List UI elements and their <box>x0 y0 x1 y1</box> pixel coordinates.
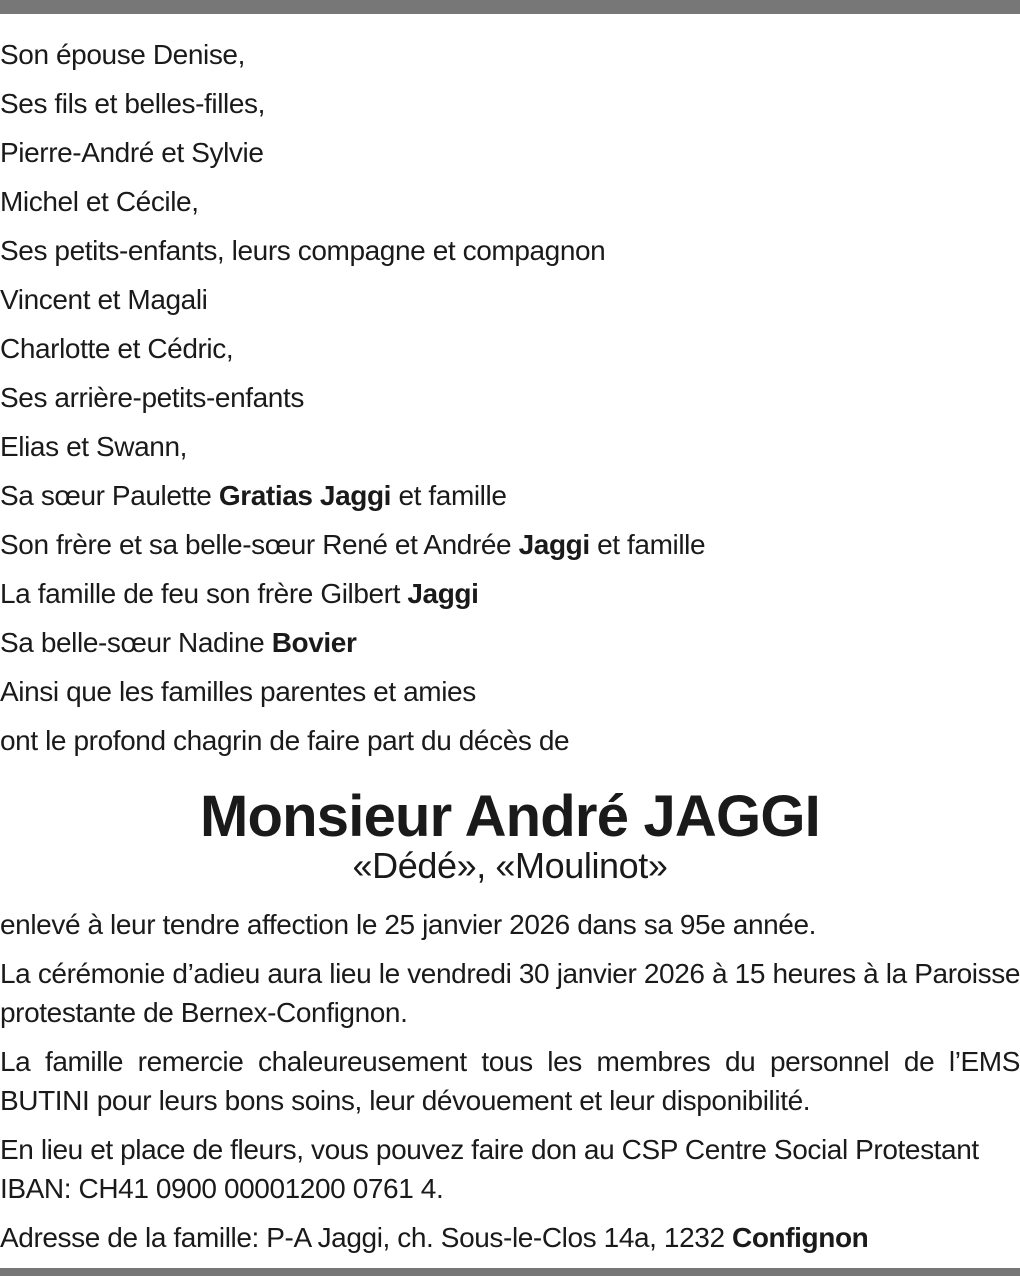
family-line: Son épouse Denise, <box>0 39 245 70</box>
deceased-nickname: «Dédé», «Moulinot» <box>352 845 668 886</box>
family-line: Ainsi que les familles parentes et amies <box>0 676 476 707</box>
family-line: Michel et Cécile, <box>0 186 199 217</box>
ceremony-text: La cérémonie d’adieu aura lieu le vendredi 30 janvier 2026 à 15 heures à la Paroisse protestante de Bernex-Confignon. <box>0 958 1020 1028</box>
top-border <box>0 0 1020 14</box>
address-city: Confignon <box>732 1222 869 1253</box>
family-line: Sa sœur Paulette Gratias Jaggi et famille <box>0 480 507 511</box>
family-line: Ses fils et belles-filles, <box>0 88 266 119</box>
family-line: Vincent et Magali <box>0 284 208 315</box>
family-line: Elias et Swann, <box>0 431 187 462</box>
family-list <box>0 30 1020 765</box>
bottom-border <box>0 1268 1020 1276</box>
iban-line: IBAN: CH41 0900 00001200 0761 4. <box>0 1173 444 1204</box>
thanks-text: La famille remercie chaleureusement tous les membres du personnel de l’EMS BUTINI pour leurs bons soins, leur dévouement et leur disponibilité. <box>0 1046 1020 1116</box>
family-line: Pierre-André et Sylvie <box>0 137 264 168</box>
family-line: Charlotte et Cédric, <box>0 333 234 364</box>
family-line: La famille de feu son frère Gilbert Jaggi <box>0 578 479 609</box>
donation-line: En lieu et place de fleurs, vous pouvez faire don au CSP Centre Social Protestant <box>0 1134 979 1165</box>
family-line: Sa belle-sœur Nadine Bovier <box>0 627 357 658</box>
deceased-block <box>0 785 1020 887</box>
family-line: ont le profond chagrin de faire part du décès de <box>0 725 570 756</box>
family-line: Son frère et sa belle-sœur René et Andrée Jaggi et famille <box>0 529 706 560</box>
family-line: Ses arrière-petits-enfants <box>0 382 304 413</box>
death-notice-text: enlevé à leur tendre affection le 25 janvier 2026 dans sa 95e année. <box>0 909 817 940</box>
donation-text <box>0 1130 1020 1208</box>
obituary-notice <box>0 30 1020 1257</box>
deceased-name: Monsieur André JAGGI <box>200 784 820 849</box>
family-address: Adresse de la famille: P-A Jaggi, ch. Sous-le-Clos 14a, 1232 Confignon <box>0 1222 869 1253</box>
family-line: Ses petits-enfants, leurs compagne et compagnon <box>0 235 606 266</box>
